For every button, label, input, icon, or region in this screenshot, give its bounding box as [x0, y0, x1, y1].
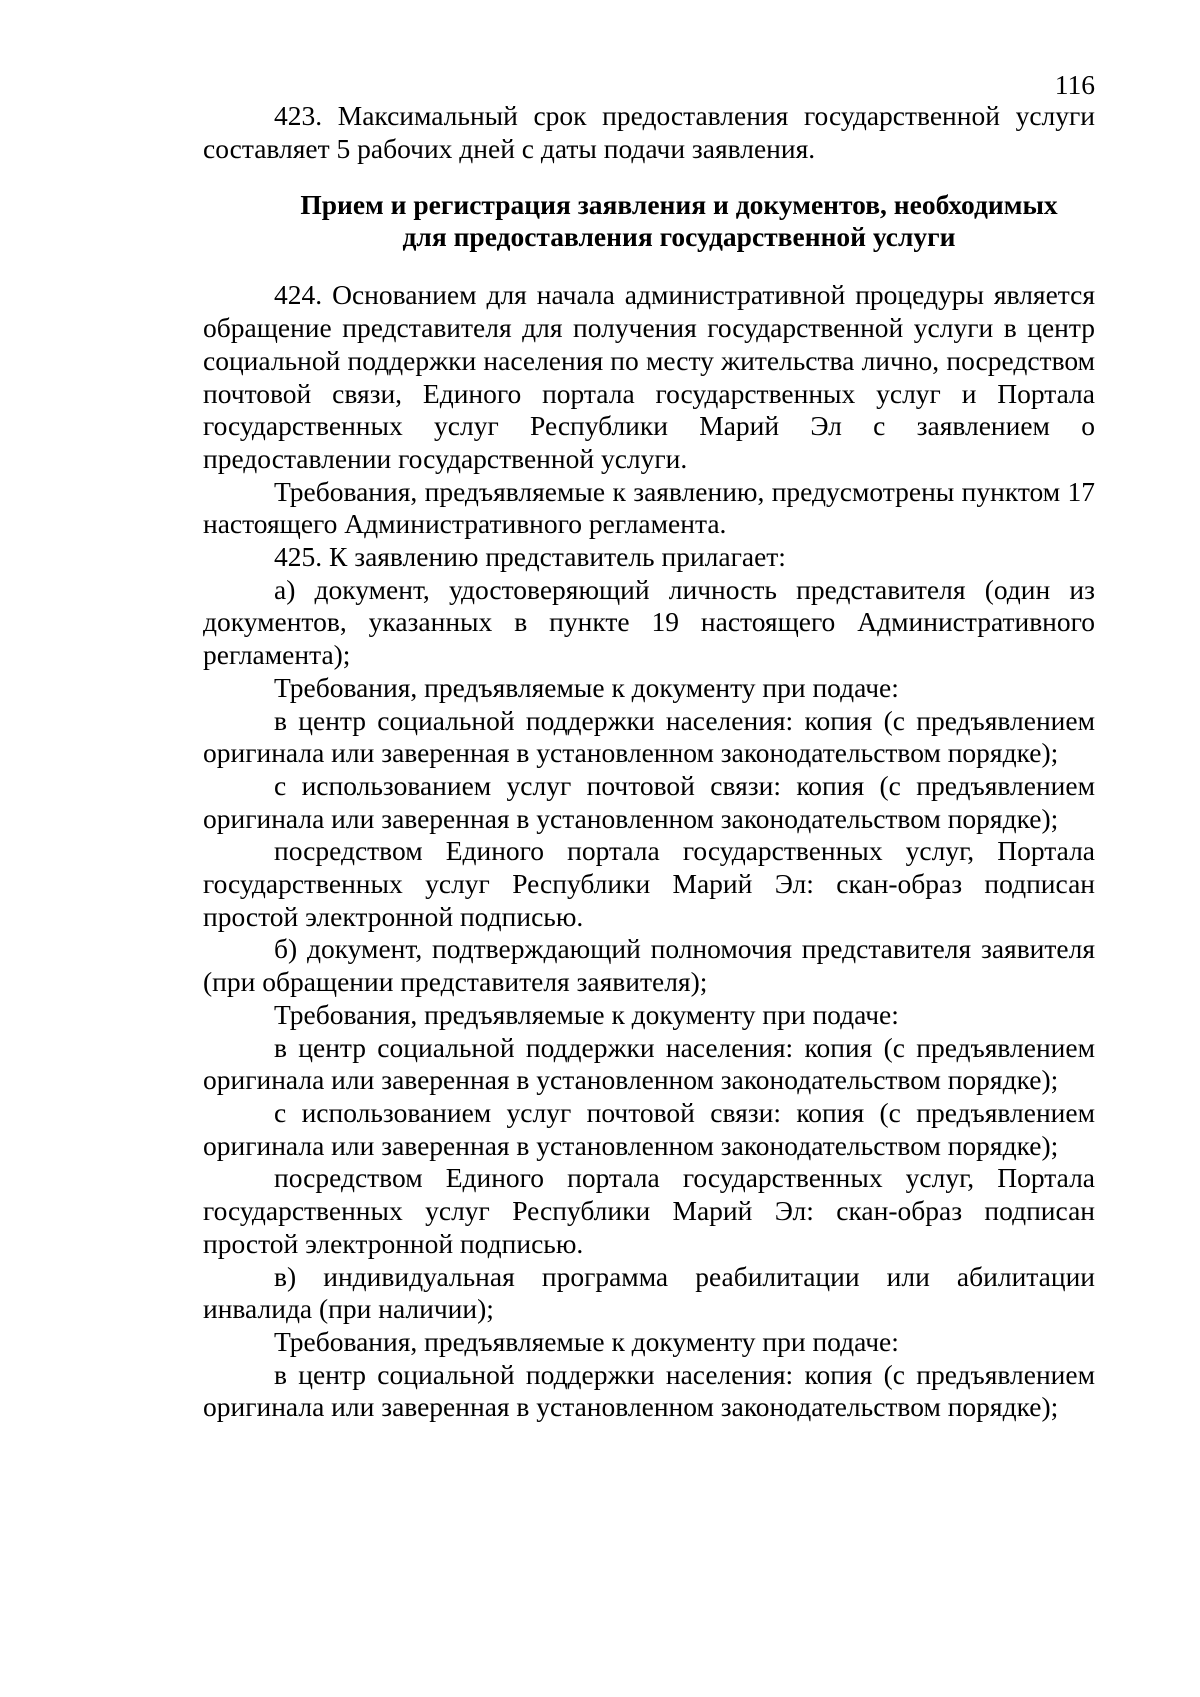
paragraph-item-v: в) индивидуальная программа реабилитации или абилитации инвалида (при наличии);: [203, 1260, 1095, 1325]
paragraph-portal: посредством Единого портала государственных услуг, Портала государственных услуг Республики Марий Эл: скан-образ подписан простой электронной подписью.: [203, 1162, 1095, 1259]
paragraph-423: 423. Максимальный срок предоставления государственной услуги составляет 5 рабочих дней с даты подачи заявления.: [203, 100, 1095, 164]
paragraph-social-center: в центр социальной поддержки населения: копия (с предъявлением оригинала или заверенная в установленном законодательством порядке);: [203, 1031, 1095, 1096]
paragraph-postal: с использованием услуг почтовой связи: копия (с предъявлением оригинала или заверенная в установленном законодательством порядке);: [203, 1096, 1095, 1161]
paragraph-social-center: в центр социальной поддержки населения: копия (с предъявлением оригинала или заверенная в установленном законодательством порядке);: [203, 1358, 1095, 1423]
section-heading-line-1: Прием и регистрация заявления и документов, необходимых: [300, 189, 1058, 221]
paragraph-postal: с использованием услуг почтовой связи: копия (с предъявлением оригинала или заверенная в установленном законодательством порядке);: [203, 769, 1095, 834]
section-heading: [203, 189, 1095, 252]
page-number: 116: [1054, 69, 1095, 100]
paragraph-requirements-doc: Требования, предъявляемые к документу при подаче:: [274, 998, 899, 1030]
paragraph-social-center: в центр социальной поддержки населения: копия (с предъявлением оригинала или заверенная в установленном законодательством порядке);: [203, 704, 1095, 769]
paragraph-requirements-application: Требования, предъявляемые к заявлению, предусмотрены пунктом 17 настоящего Административного регламента.: [203, 475, 1095, 540]
paragraph-requirements-doc: Требования, предъявляемые к документу при подаче:: [274, 1325, 899, 1357]
paragraph-portal: посредством Единого портала государственных услуг, Портала государственных услуг Республики Марий Эл: скан-образ подписан простой электронной подписью.: [203, 835, 1095, 932]
paragraph-424: 424. Основанием для начала административной процедуры является обращение представителя для получения государственной услуги в центр социальной поддержки населения по месту жительства лично, посредством почтовой связи, Единого портала государственных услуг и Портала государственных услуг Республики Марий Эл с заявлением о предоставлении государственной услуги.: [203, 279, 1095, 474]
paragraph-item-b: б) документ, подтверждающий полномочия представителя заявителя (при обращении представителя заявителя);: [203, 933, 1095, 998]
document-page: [203, 66, 1095, 1424]
paragraph-requirements-doc: Требования, предъявляемые к документу при подаче:: [274, 671, 899, 703]
paragraph-425: 425. К заявлению представитель прилагает:: [274, 541, 786, 573]
paragraph-item-a: а) документ, удостоверяющий личность представителя (один из документов, указанных в пункте 19 настоящего Административного регламента);: [203, 573, 1095, 671]
section-heading-line-2: для предоставления государственной услуги: [402, 220, 956, 252]
